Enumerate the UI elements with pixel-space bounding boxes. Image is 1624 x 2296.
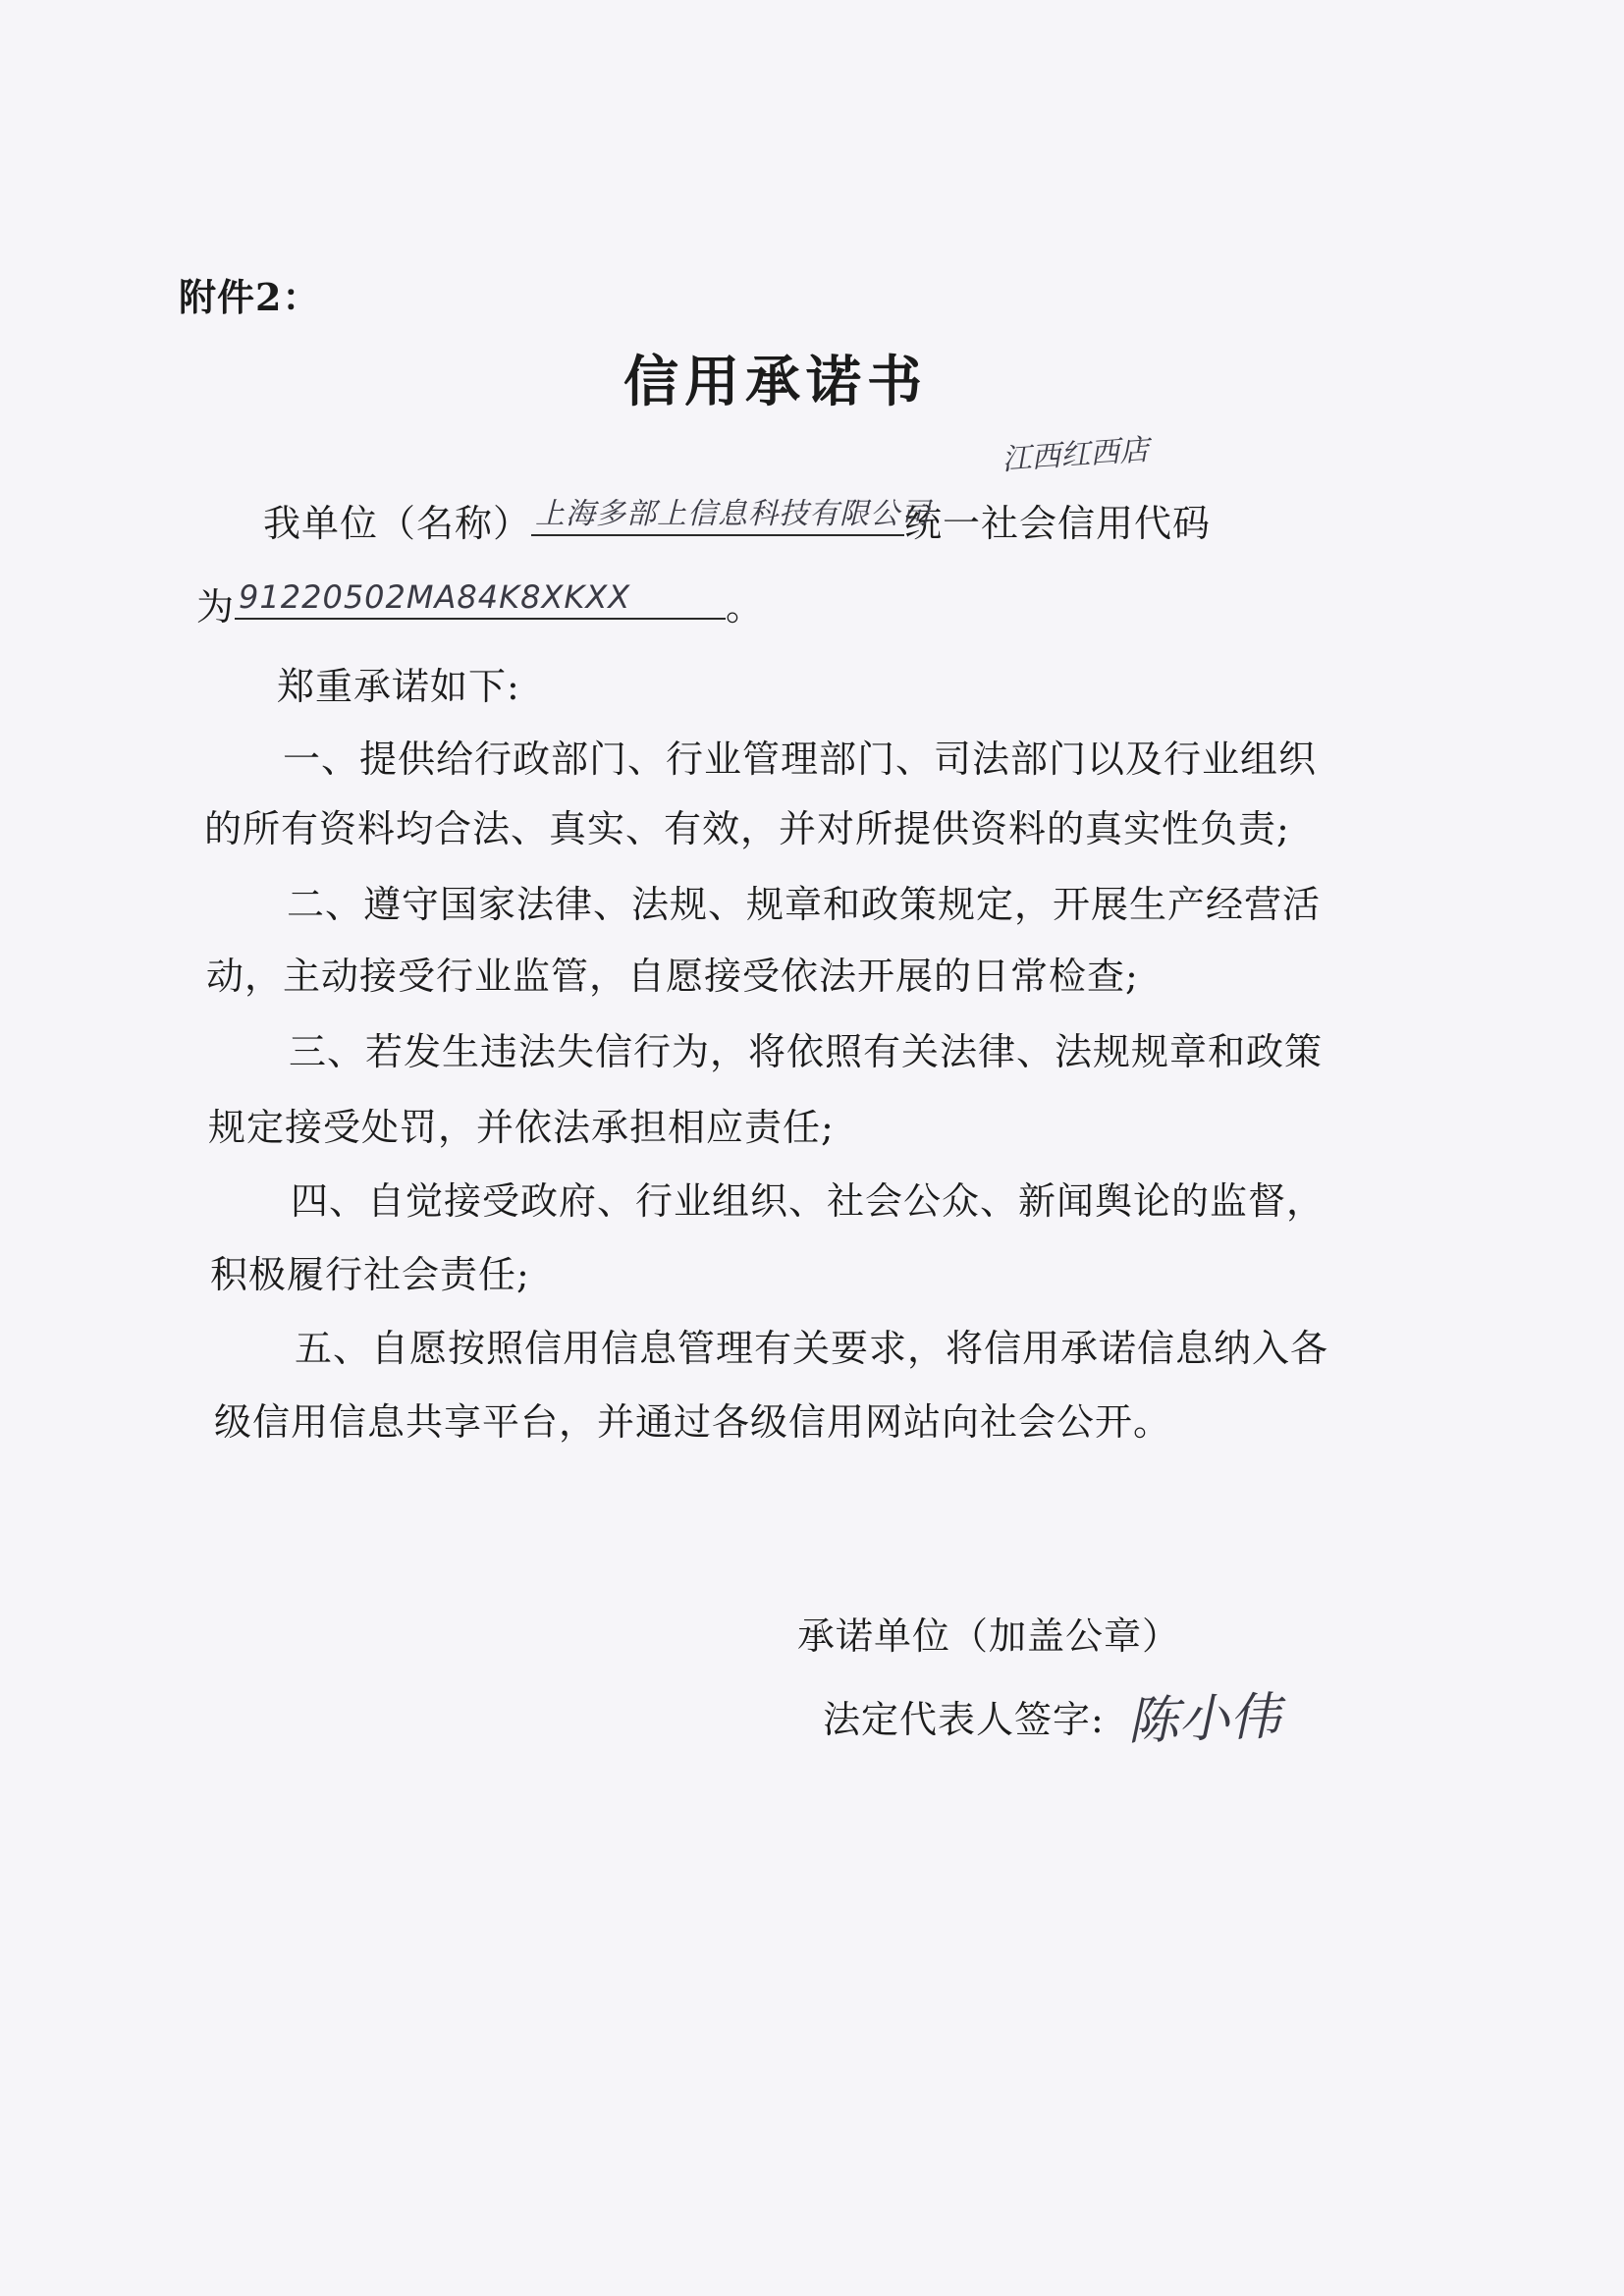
clause-2-line-1: 二、遵守国家法律、法规、规章和政策规定，开展生产经营活: [287, 883, 1322, 926]
committing-unit-label: 承诺单位（加盖公章）: [797, 1614, 1181, 1658]
unit-name-extra-handwriting: 江西红西店: [1001, 432, 1151, 478]
attachment-label: 附件2：: [179, 275, 321, 319]
unit-name-field: [531, 491, 932, 536]
intro-lead: 我单位（名称）: [263, 502, 532, 545]
credit-code-field: [235, 574, 726, 620]
credit-code-handwriting: 91220502MA84K8XKXX: [239, 578, 631, 616]
clause-5-line-1: 五、自愿按照信用信息管理有关要求，将信用承诺信息纳入各: [295, 1327, 1329, 1370]
statement: 郑重承诺如下:: [277, 665, 520, 708]
code-suffix: 。: [726, 585, 765, 629]
clause-1-line-1: 一、提供给行政部门、行业管理部门、司法部门以及行业组织: [283, 738, 1318, 781]
document-title: 信用承诺书: [623, 350, 928, 414]
credit-code-lead: 统一社会信用代码: [904, 502, 1212, 545]
unit-name-handwriting: 上海多部上信息科技有限公司: [535, 497, 932, 531]
code-prefix: 为: [196, 585, 236, 629]
intro-line-1: [263, 491, 1211, 547]
legal-rep-label: 法定代表人签字:: [823, 1698, 1105, 1741]
clause-4-line-2: 积极履行社会责任;: [210, 1253, 530, 1296]
clause-1-line-2: 的所有资料均合法、真实、有效，并对所提供资料的真实性负责;: [204, 807, 1290, 850]
clause-5-line-2: 级信用信息共享平台，并通过各级信用网站向社会公开。: [214, 1400, 1172, 1444]
clause-2-line-2: 动，主动接受行业监管，自愿接受依法开展的日常检查;: [206, 955, 1139, 998]
clause-4-line-1: 四、自觉接受政府、行业组织、社会公众、新闻舆论的监督，: [291, 1179, 1326, 1223]
legal-rep-signature: 陈小伟: [1126, 1687, 1282, 1752]
clause-3-line-1: 三、若发生违法失信行为，将依照有关法律、法规规章和政策: [289, 1030, 1324, 1073]
intro-line-2: [196, 574, 764, 630]
clause-3-line-2: 规定接受处罚，并依法承担相应责任;: [208, 1106, 835, 1149]
